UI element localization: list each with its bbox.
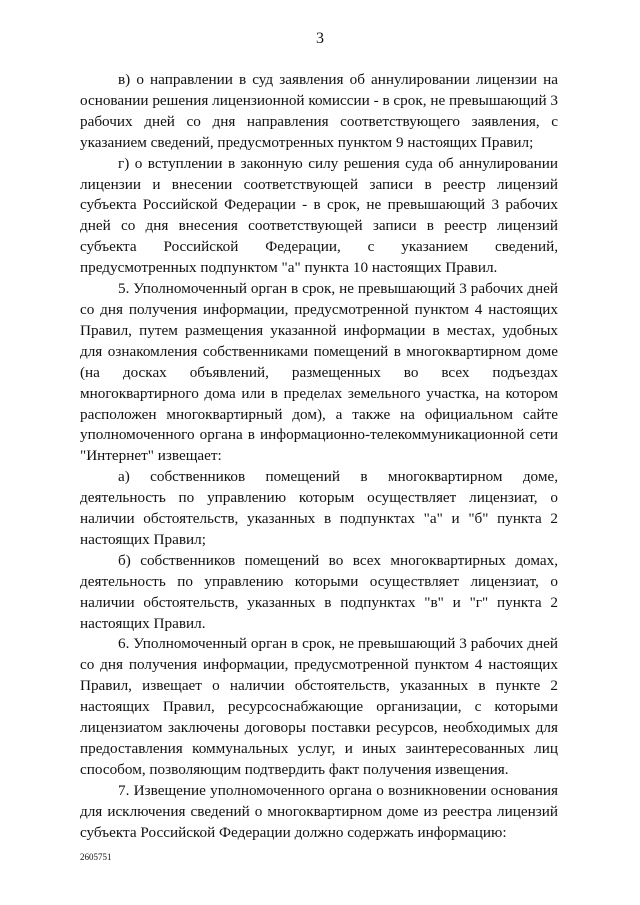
paragraph-5: 5. Уполномоченный орган в срок, не превышающий 3 рабочих дней со дня получения информации, предусмотренной пунктом 4 настоящих Правил, путем размещения указанной информации в местах, удобных для ознакомления собственниками помещений в многоквартирном доме (на досках объявлений, размещенных во всех подъездах многоквартирного дома или в пределах земельного участка, на котором расположен многоквартирный дом), а также на официальном сайте уполномоченного органа в информационно-телекоммуникационной сети "Интернет" извещает: [80,280,558,465]
paragraph-g: г) о вступлении в законную силу решения суда об аннулировании лицензии и внесении соответствующей записи в реестр лицензий субъекта Российской Федерации - в срок, не превышающий 3 рабочих дней со дня внесения соответствующей записи в реестр лицензий субъекта Российской Федерации, с указанием сведений, предусмотренных подпунктом "а" пункта 10 настоящих Правил. [80,154,558,277]
paragraph-5a: а) собственников помещений в многоквартирном доме, деятельность по управлению которым осуществляет лицензиат, о наличии обстоятельств, указанных в подпунктах "а" и "б" пункта 2 настоящих Правил; [80,468,558,548]
paragraph-5b: б) собственников помещений во всех многоквартирных домах, деятельность по управлению которыми осуществляет лицензиат, о наличии обстоятельств, указанных в подпунктах "в" и "г" пункта 2 настоящих Правил. [80,551,558,632]
page-number: 3 [316,30,324,47]
document-code: 2605751 [80,852,112,862]
paragraph-7: 7. Извещение уполномоченного органа о возникновении основания для исключения сведений о многоквартирном доме из реестра лицензий субъекта Российской Федерации должно содержать информацию: [80,781,558,841]
paragraph-v: в) о направлении в суд заявления об аннулировании лицензии на основании решения лицензионной комиссии - в срок, не превышающий 3 рабочих дней со дня направления соответствующего заявления, с указанием сведений, предусмотренных пунктом 9 настоящих Правил; [80,71,558,151]
document-body [80,70,558,844]
paragraph-6: 6. Уполномоченный орган в срок, не превышающий 3 рабочих дней со дня получения информации, предусмотренной пунктом 4 настоящих Правил, извещает о наличии обстоятельств, указанных в пункте 2 настоящих Правил, ресурсоснабжающие организации, с которыми лицензиатом заключены договоры поставки ресурсов, необходимых для предоставления коммунальных услуг, и иных заинтересованных лиц способом, позволяющим подтвердить факт получения извещения. [80,635,558,778]
